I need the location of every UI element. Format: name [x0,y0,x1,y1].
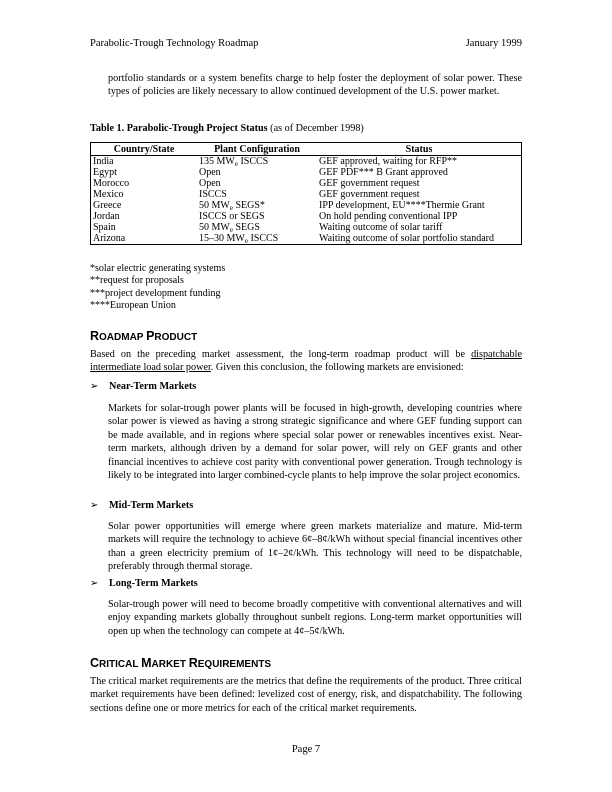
critical-requirements-paragraph: The critical market requirements are the metrics that define the requirements of the product. Three critical market requirements have been defined: levelized cost of energy, risk, and dispatchability. The following sections define one or more metrics for each of the critical market requirements. [90,676,522,714]
near-term-title: Near-Term Markets [109,381,197,392]
project-status-table [90,142,522,245]
table-caption-title: Table 1. Parabolic-Trough Project Status [90,123,268,134]
footnote: ****European Union [90,299,176,311]
config-suffix: ISCCS [237,156,269,167]
heading-text: RITICAL [99,659,142,670]
column-header-status: Status [317,143,522,156]
table-row [91,178,522,189]
table-header-row [91,143,522,156]
heading-text: ARKET [151,659,189,670]
cell-status: Waiting outcome of solar portfolio standard [319,233,494,244]
cell-country: Arizona [93,233,126,244]
cell-status: Waiting outcome of solar tariff [319,222,443,233]
footnote: **request for proposals [90,275,184,287]
long-term-title: Long-Term Markets [109,578,198,589]
table-caption [90,123,364,134]
near-term-heading [90,381,196,392]
config-text: 50 MW [199,200,230,211]
table-row [91,189,522,200]
cell-config [197,211,317,222]
long-term-paragraph: Solar-trough power will need to become broadly competitive with conventional alternatives and will enjoy expanding markets globally throughout sunbelt regions. Long-term market opportunities will open up when the technology can compete at 4¢–5¢/kWh. [108,599,522,637]
config-text: 15–30 MW [199,233,245,244]
table-row [91,156,522,168]
config-text: 135 MW [199,156,235,167]
near-term-paragraph: Markets for solar-trough power plants will be focused in high-growth, developing countries where solar power is viewed as having a strong strategic significance and where GEF funding support can be made available, and in regions where special solar power or renewables incentives exist. Near-term markets, although driven by a demand for solar power, will rely on GEF grants and other financial incentives to achieve cost parity with conventional power generation. Trough technology is likely to be integrated into larger combined-cycle plants to help improve the solar project economics. [108,403,522,482]
cell-status: GEF government request [319,189,420,200]
cell-config [197,156,317,168]
config-text: 50 MW [199,222,230,233]
roadmap-intro-text-end: . Given this conclusion, the following markets are envisioned: [210,362,464,374]
cell-config [197,167,317,178]
cell-status: IPP development, EU****Thermie Grant [319,200,485,211]
mid-term-paragraph: Solar power opportunities will emerge where green markets materialize and mature. Mid-term markets will require the technology to achieve 6¢–8¢/kWh without special financial incentives other than a green electricity premium of 1¢–2¢/kWh. This technology will need to be dispatchable, preferably through thermal storage. [108,521,522,573]
column-header-country: Country/State [91,143,198,156]
cell-country: Egypt [93,167,117,178]
cell-config [197,200,317,211]
config-suffix: SEGS* [232,200,265,211]
config-text: Open [199,178,221,189]
config-subscript: e [234,160,238,168]
cell-status: GEF PDF*** B Grant approved [319,167,448,178]
cell-country: Jordan [93,211,120,222]
heading-initial: P [146,329,155,343]
cell-country: India [93,156,114,167]
heading-initial: C [90,656,100,670]
table-row [91,200,522,211]
long-term-heading [90,578,198,589]
table-row [91,211,522,222]
cell-country: Mexico [93,189,124,200]
intro-paragraph: portfolio standards or a system benefits charge to help foster the deployment of solar power. These types of policies are likely necessary to allow continued development of the U.S. power market. [108,73,522,97]
running-header-title: Parabolic-Trough Technology Roadmap [90,38,259,49]
arrow-bullet-icon: ➢ [90,578,99,589]
config-subscript: e [229,226,233,234]
config-subscript: e [244,237,248,245]
heading-initial: M [141,656,152,670]
table-row [91,222,522,233]
config-suffix: SEGS [232,222,260,233]
table-caption-date: (as of December 1998) [267,123,364,134]
cell-config [197,189,317,200]
cell-status: GEF approved, waiting for RFP** [319,156,458,167]
footnote: *solar electric generating systems [90,263,226,274]
cell-status: GEF government request [319,178,420,189]
arrow-bullet-icon: ➢ [90,500,99,511]
heading-initial: R [188,656,198,670]
cell-config [197,222,317,233]
config-suffix: ISCCS [247,233,279,244]
heading-text: EQUIREMENTS [197,659,272,670]
heading-text: OADMAP [99,332,147,343]
footnote: ***project development funding [90,287,221,299]
column-header-config: Plant Configuration [197,143,317,156]
mid-term-heading [90,500,193,511]
config-subscript: e [229,204,233,212]
cell-config [197,233,317,245]
section-heading-critical-requirements [90,654,271,672]
cell-country: Morocco [93,178,130,189]
arrow-bullet-icon: ➢ [90,381,99,392]
roadmap-intro-text: Based on the preceding market assessment, the long-term roadmap product will be [90,349,472,360]
cell-config [197,178,317,189]
page-number: Page 7 [291,744,321,755]
config-text: Open [199,167,221,178]
roadmap-intro-underlined: dispatchable intermediate load solar power [90,349,522,374]
section-heading-roadmap-product [90,327,197,345]
heading-initial: R [90,329,100,343]
running-header-date: January 1999 [465,38,522,49]
roadmap-intro-paragraph [90,348,522,375]
cell-country: Greece [93,200,122,211]
mid-term-title: Mid-Term Markets [109,500,194,511]
config-text: ISCCS or SEGS [199,211,265,222]
table-footnotes [90,263,225,312]
cell-country: Spain [93,222,116,233]
table-row [91,233,522,245]
cell-status: On hold pending conventional IPP [319,211,458,222]
config-text: ISCCS [199,189,227,200]
heading-text: RODUCT [154,332,198,343]
table-row [91,167,522,178]
